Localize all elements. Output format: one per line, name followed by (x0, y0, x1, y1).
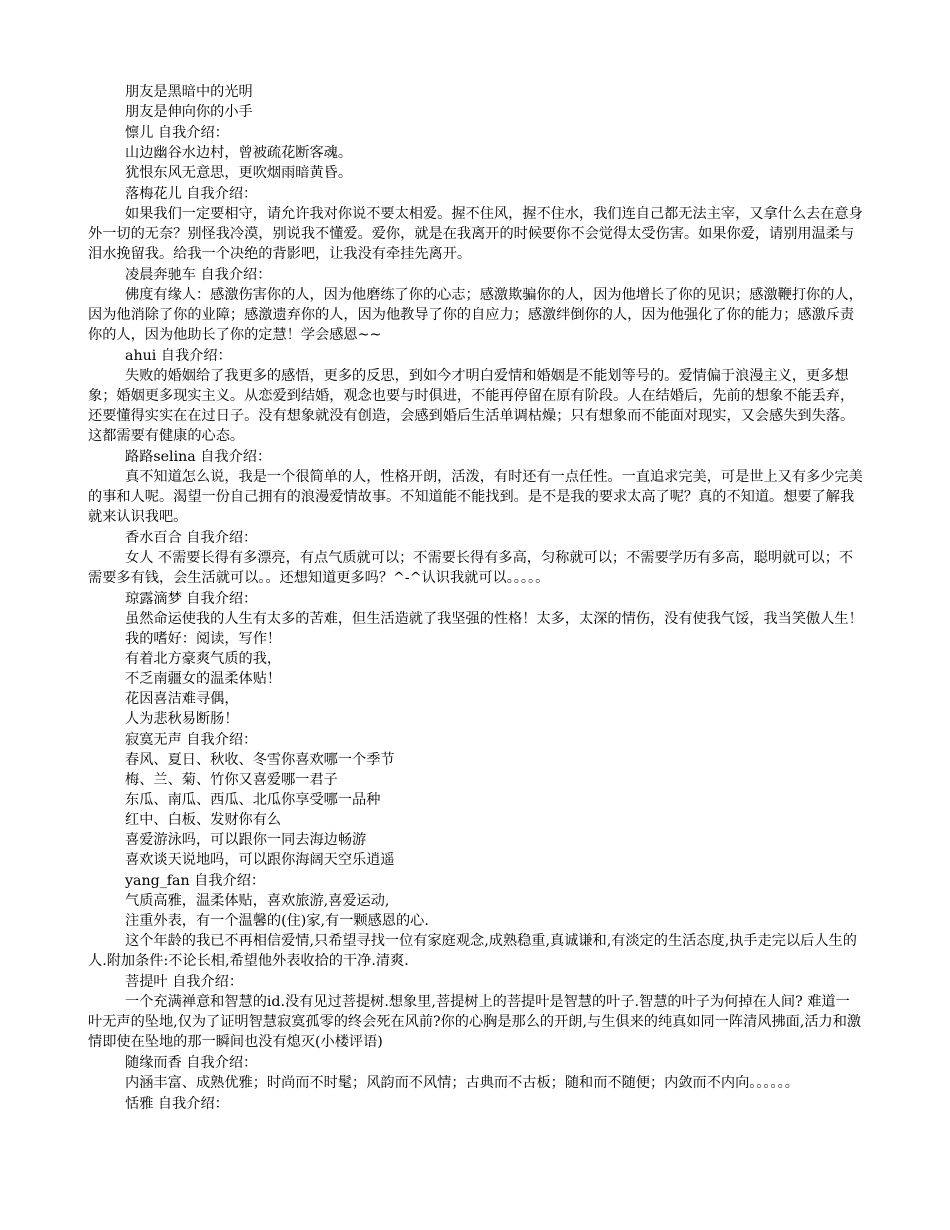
section-heading: 琼露滴梦 自我介绍： (125, 591, 258, 607)
text-line: 梅、兰、菊、竹你又喜爱哪一君子 (125, 772, 338, 788)
section-heading: 懔儿 自我介绍： (125, 125, 229, 141)
section-heading: 菩提叶 自我介绍： (125, 974, 244, 990)
text-line: 朋友是伸向你的小手 (125, 104, 253, 120)
body-paragraph: 失败的婚姻给了我更多的感悟，更多的反思，到如今才明白爱情和婚姻是不能划等号的。爱情偏于浪漫主义，更多想象；婚姻更多现实主义。从恋爱到结婚，观念也要与时俱进，不能再停留在原有阶段。人在结婚后，先前的想象不能丢弃，还要懂得实实在在过日子。没有想象就没有创造，会感到婚后生活单调枯燥；只有想象而不能面对现实，又会感失到失落。这都需要有健康的心态。 (88, 368, 855, 444)
text-line: 有着北方豪爽气质的我， (125, 651, 282, 667)
section-heading: 香水百合 自我介绍： (125, 530, 258, 546)
body-paragraph: 一个充满禅意和智慧的id.没有见过菩提树.想象里,菩提树上的菩提叶是智慧的叶子.智慧的叶子为何掉在人间? 难道一叶无声的坠地,仅为了证明智慧寂寞孤零的终会死在风前?你的心胸是那么的开朗,与生俱来的纯真如同一阵清风拂面,活力和激情即使在坠地的那一瞬间也没有熄灭(小楼评语) (88, 994, 862, 1050)
section-heading: 恬雅 自我介绍： (125, 1096, 229, 1112)
body-paragraph: 这个年龄的我已不再相信爱情,只希望寻找一位有家庭观念,成熟稳重,真诚谦和,有淡定的生活态度,执手走完以后人生的人.附加条件:不论长相,希望他外表收拾的干净.清爽. (88, 933, 857, 969)
body-paragraph: 佛度有缘人：感激伤害你的人，因为他磨练了你的心志；感激欺骗你的人，因为他增长了你的见识；感激鞭打你的人，因为他消除了你的业障；感激遗弃你的人，因为他教导了你的自应力；感激绊倒你的人，因为他强化了你的能力；感激斥责你的人，因为他助长了你的定慧！学会感恩~~ (88, 287, 863, 343)
text-line: 朋友是黑暗中的光明 (125, 84, 253, 100)
text-line: 人为悲秋易断肠！ (125, 711, 239, 727)
section-heading: 路路selina 自我介绍： (125, 449, 272, 465)
text-line: 我的嗜好：阅读，写作！ (125, 631, 282, 647)
body-paragraph: 如果我们一定要相守，请允许我对你说不要太相爱。握不住风，握不住水，我们连自己都无法主宰，又拿什么去在意身外一切的无奈？别怪我冷漠，别说我不懂爱。爱你，就是在我离开的时候要你不会觉得太受伤害。如果你爱，请别用温柔与泪水挽留我。给我一个决绝的背影吧，让我没有牵挂先离开。 (88, 206, 863, 262)
text-line: 红中、白板、发财你有么 (125, 812, 282, 828)
text-line: 不乏南疆女的温柔体贴！ (125, 671, 282, 687)
text-line: 春风、夏日、秋收、冬雪你喜欢哪一个季节 (125, 752, 395, 768)
body-paragraph: 内涵丰富、成熟优雅；时尚而不时髦；风韵而不风情；古典而不古板；随和而不随便；内敛而不内向。。。。。。 (125, 1075, 799, 1091)
text-line: 喜欢谈天说地吗，可以跟你海阔天空乐逍遥 (125, 852, 395, 868)
section-heading: ahui 自我介绍： (125, 348, 232, 364)
section-heading: 落梅花儿 自我介绍： (125, 186, 258, 202)
body-paragraph: 女人 不需要长得有多漂亮，有点气质就可以；不需要长得有多高，匀称就可以；不需要学历有多高，聪明就可以；不需要多有钱，会生活就可以。。还想知道更多吗？^-^认识我就可以。。。。。 (88, 550, 854, 586)
section-heading: yang_fan 自我介绍： (125, 873, 266, 889)
section-heading: 随缘而香 自我介绍： (125, 1055, 258, 1071)
text-line: 喜爱游泳吗，可以跟你一同去海边畅游 (125, 832, 367, 848)
section-heading: 寂寞无声 自我介绍： (125, 732, 258, 748)
body-paragraph: 真不知道怎么说，我是一个很简单的人，性格开朗，活泼，有时还有一点任性。一直追求完美，可是世上又有多少完美的事和人呢。渴望一份自己拥有的浪漫爱情故事。不知道能不能找到。是不是我的要求太高了呢？真的不知道。想要了解我就来认识我吧。 (88, 469, 863, 525)
text-line: 气质高雅，温柔体贴，喜欢旅游,喜爱运动, (125, 893, 390, 909)
text-line: 山边幽谷水边村，曾被疏花断客魂。 (125, 145, 353, 161)
text-line: 注重外表，有一个温馨的(住)家,有一颗感恩的心. (125, 913, 429, 929)
text-line: 犹恨东风无意思，更吹烟雨暗黄昏。 (125, 165, 353, 181)
document-body (88, 82, 863, 1114)
text-line: 东瓜、南瓜、西瓜、北瓜你享受哪一品种 (125, 792, 381, 808)
text-line: 花因喜洁难寻偶， (125, 691, 239, 707)
section-heading: 凌晨奔驰车 自我介绍： (125, 267, 272, 283)
body-paragraph: 虽然命运使我的人生有太多的苦难，但生活造就了我坚强的性格！太多，太深的情伤，没有使我气馁，我当笑傲人生！ (125, 611, 863, 627)
